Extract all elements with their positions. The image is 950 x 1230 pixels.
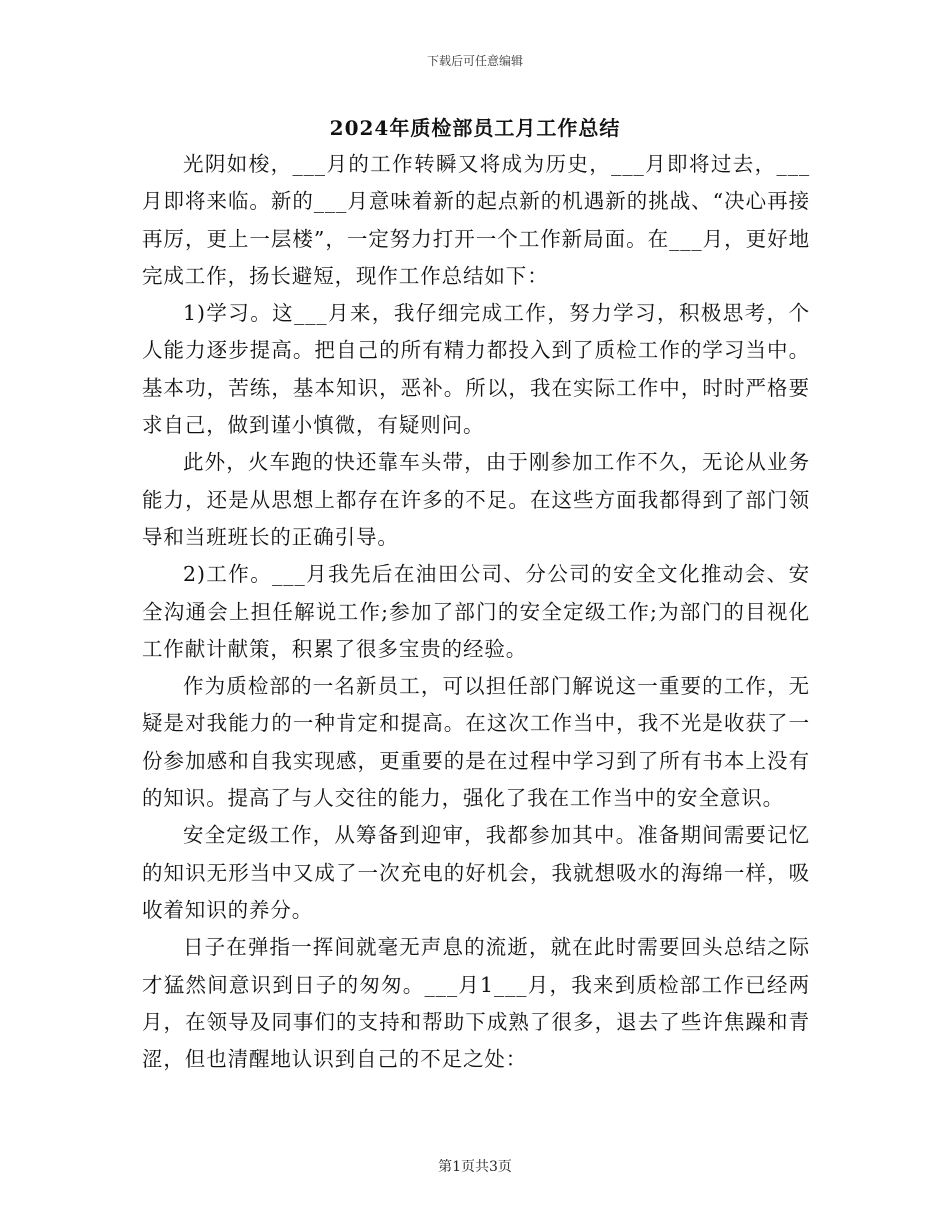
- paragraph-study: 1)学习。这___月来，我仔细完成工作，努力学习，积极思考，个人能力逐步提高。把自己的所有精力都投入到了质检工作的学习当中。基本功，苦练，基本知识，恶补。所以，我在实际工作中，时时严格要求自己，做到谨小慎微，有疑则问。: [142, 301, 810, 438]
- document-body: [142, 146, 810, 1078]
- paragraph-narration: 作为质检部的一名新员工，可以担任部门解说这一重要的工作，无疑是对我能力的一种肯定和提高。在这次工作当中，我不光是收获了一份参加感和自我实现感，更重要的是在过程中学习到了所有书本上没有的知识。提高了与人交往的能力，强化了我在工作当中的安全意识。: [142, 674, 810, 811]
- document-title: 2024年质检部员工月工作总结: [329, 116, 621, 140]
- paragraph-safety-rating: 安全定级工作，从筹备到迎审，我都参加其中。准备期间需要记忆的知识无形当中又成了一次充电的好机会，我就想吸水的海绵一样，吸收着知识的养分。: [142, 823, 810, 922]
- paragraph-work: 2)工作。___月我先后在油田公司、分公司的安全文化推动会、安全沟通会上担任解说工作;参加了部门的安全定级工作;为部门的目视化工作献计献策，积累了很多宝贵的经验。: [142, 562, 810, 661]
- page-header-note: 下载后可任意编辑: [426, 54, 523, 68]
- paragraph-guidance: 此外，火车跑的快还靠车头带，由于刚参加工作不久，无论从业务能力，还是从思想上都存在许多的不足。在这些方面我都得到了部门领导和当班班长的正确引导。: [142, 450, 810, 549]
- paragraph-reflection: 日子在弹指一挥间就毫无声息的流逝，就在此时需要回头总结之际才猛然间意识到日子的匆匆。___月1___月，我来到质检部工作已经两月，在领导及同事们的支持和帮助下成熟了很多，退去了些许焦躁和青涩，但也清醒地认识到自己的不足之处：: [142, 935, 810, 1072]
- page-number-footer: 第1页共3页: [438, 1159, 512, 1175]
- paragraph-intro: 光阴如梭，___月的工作转瞬又将成为历史，___月即将过去，___月即将来临。新的___月意味着新的起点新的机遇新的挑战、“决心再接再厉，更上一层楼”，一定努力打开一个工作新局面。在___月，更好地完成工作，扬长避短，现作工作总结如下：: [142, 152, 810, 288]
